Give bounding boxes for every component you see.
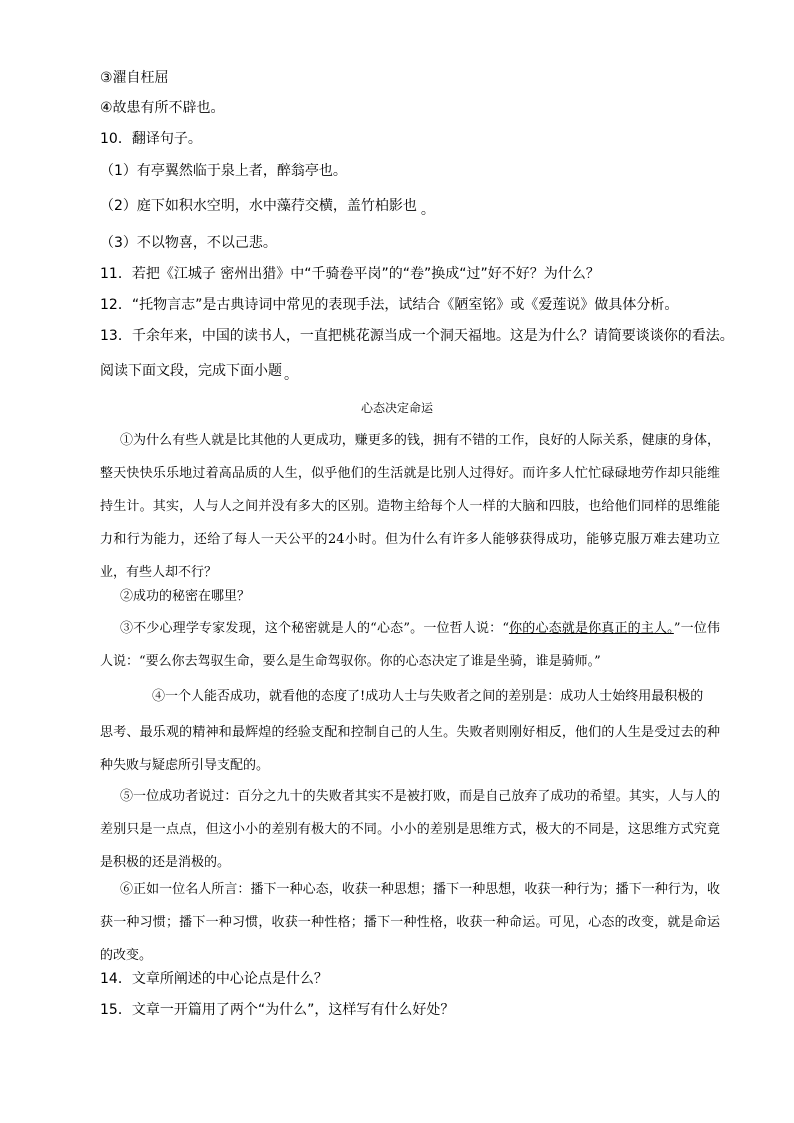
reading-instruction	[100, 361, 298, 381]
quote-underlined: 你的心态就是你真正的主人。	[508, 621, 674, 636]
question-10-sentence-2	[100, 196, 435, 216]
question-13: 13．千余年来，中国的读书人，一直把桃花源当成一个洞天福地。这是为什么？请简要谈谈你的看法。	[100, 328, 734, 344]
article-paragraph-1: ①为什么有些人就是比其他的人更成功，赚更多的钱，拥有不错的工作，良好的人际关系，健康的身体，整天快快乐乐地过着高品质的人生，似乎他们的生活就是比别人过得好。而许多人忙忙碌碌地劳作却只能维持生计。其实，人与人之间并没有多大的区别。造物主给每个人一样的大脑和四肢，也给他们同样的思维能力和行为能力，还给了每人一天公平的24小时。但为什么有许多人能够获得成功，能够克服万难去建功立业，有些人却不行？	[100, 433, 720, 580]
question-10-sentence-1: （1）有亭翼然临于泉上者，醉翁亭也。	[100, 163, 347, 179]
article-paragraph-3	[100, 612, 720, 678]
question-11: 11．若把《江城子 密州出猎》中“千骑卷平岗”的“卷”换成“过”好不好？为什么？	[100, 266, 600, 282]
article-paragraph-2: ②成功的秘密在哪里？	[120, 589, 251, 604]
article-paragraph-4: 思考、最乐观的精神和最辉煌的经验支配和控制自己的人生。失败者则刚好相反，他们的人生是受过去的种种失败与疑虑所引导支配的。	[100, 725, 720, 773]
article-paragraph-6: ⑥正如一位名人所言：播下一种心态，收获一种思想；播下一种思想，收获一种行为；播下一种行为，收获一种习惯；播下一种习惯，收获一种性格；播下一种性格，收获一种命运。可见，心态的改变，就是命运的改变。	[100, 882, 720, 963]
article-paragraph-4-first-line: ④一个人能否成功，就看他的态度了!成功人士与失败者之间的差别是：成功人士始终用最积极的	[152, 689, 704, 704]
question-15: 15．文章一开篇用了两个“为什么”，这样写有什么好处？	[100, 1002, 455, 1018]
answer-item-4: ④故患有所不辟也。	[100, 100, 225, 116]
instruction-mark: 。	[284, 367, 298, 383]
paragraph-3-text-a: ③不少心理学专家发现，这个秘密就是人的“心态”。一位哲人说：“	[120, 621, 509, 636]
question-12: 12．“托物言志”是古典诗词中常见的表现手法，试结合《陋室铭》或《爱莲说》做具体分析。	[100, 297, 679, 313]
sentence-mark: 。	[420, 202, 435, 218]
sentence-text: （2）庭下如积水空明，水中藻荇交横，盖竹柏影也	[100, 198, 417, 214]
question-10: 10．翻译句子。	[100, 131, 202, 147]
question-14: 14．文章所阐述的中心论点是什么？	[100, 971, 328, 987]
answer-item-3: ③濯自枉屈	[100, 70, 169, 86]
instruction-text: 阅读下面文段，完成下面小题	[100, 363, 282, 379]
article-title: 心态决定命运	[360, 401, 433, 415]
question-10-sentence-3: （3）不以物喜，不以己悲。	[100, 235, 277, 251]
paragraph-3-text-b: ”一位伟人说：“要么你去驾驭生命，要么是生命驾驭你。你的心态决定了谁是坐骑，谁是骑师。”	[100, 621, 720, 669]
article-paragraph-5: ⑤一位成功者说过：百分之九十的失败者其实不是被打败，而是自己放弃了成功的希望。其实，人与人的差别只是一点点，但这小小的差别有极大的不同。小小的差别是思维方式，极大的不同是，这思维方式究竟是积极的还是消极的。	[100, 789, 720, 870]
